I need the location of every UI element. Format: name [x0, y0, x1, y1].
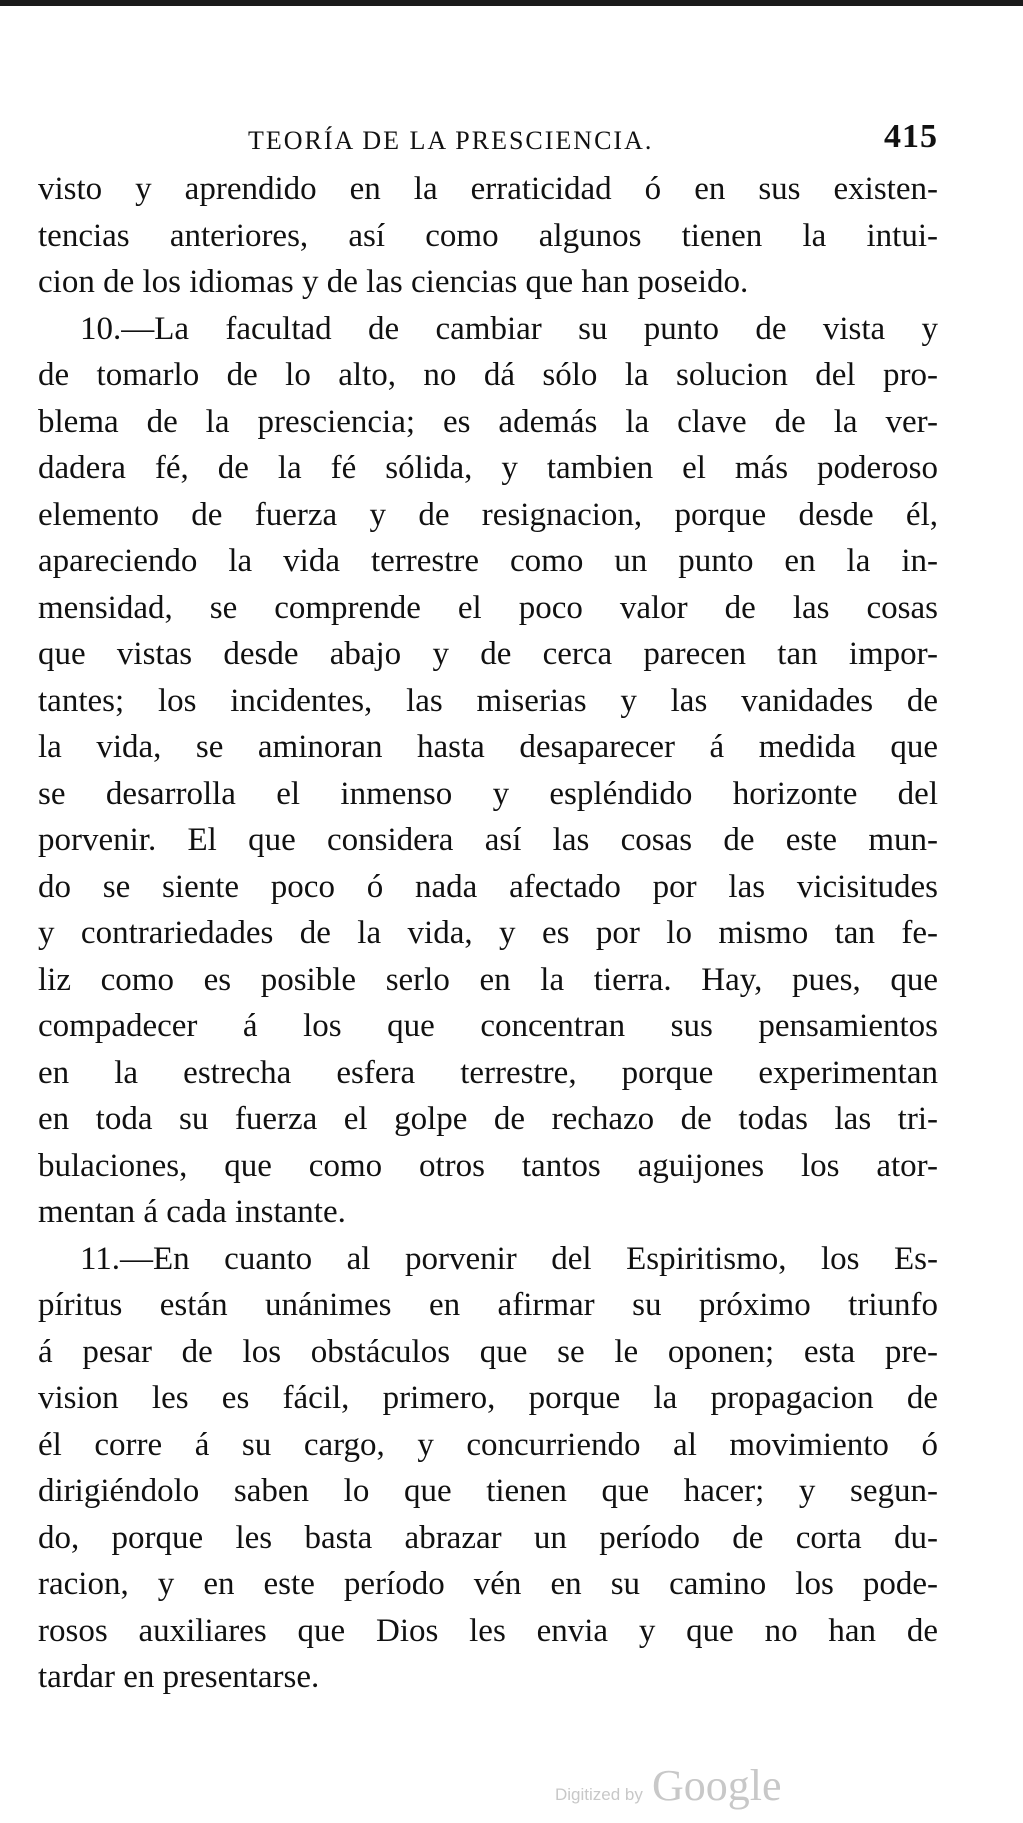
page-number: 415 [884, 118, 938, 155]
text-line: la vida, se aminoran hasta desaparecer á medida que [38, 729, 938, 765]
text-line: compadecer á los que concentran sus pensamientos [38, 1008, 938, 1044]
text-line: en toda su fuerza el golpe de rechazo de todas las tri- [38, 1101, 938, 1137]
text-line: apareciendo la vida terrestre como un punto en la in- [38, 543, 938, 579]
text-line: porvenir. El que considera así las cosas de este mun- [38, 822, 938, 858]
text-line: visto y aprendido en la erraticidad ó en sus existen- [38, 171, 938, 207]
google-logo: Google [651, 1761, 782, 1810]
text-line: rosos auxiliares que Dios les envia y que no han de [38, 1612, 938, 1649]
text-line: de tomarlo de lo alto, no dá sólo la solucion del pro- [38, 357, 938, 393]
text-line: 10.—La facultad de cambiar su punto de vista y [80, 310, 938, 347]
text-line: que vistas desde abajo y de cerca parecen tan impor- [38, 636, 938, 672]
running-title: TEORÍA DE LA PRESCIENCIA. [248, 126, 654, 155]
text-line: bulaciones, que como otros tantos aguijones los ator- [38, 1147, 938, 1184]
text-line: tencias anteriores, así como algunos tienen la intui- [38, 217, 938, 254]
text-line: do, porque les basta abrazar un período de corta du- [38, 1519, 938, 1556]
text-line: dirigiéndolo saben lo que tienen que hacer; y segun- [38, 1473, 938, 1509]
text-line: liz como es posible serlo en la tierra. Hay, pues, que [38, 961, 938, 998]
text-line: dadera fé, de la fé sólida, y tambien el más poderoso [38, 450, 938, 486]
text-line: se desarrolla el inmenso y espléndido horizonte del [38, 775, 938, 812]
text-line: tardar en presentarse. [38, 1659, 320, 1695]
text-line: á pesar de los obstáculos que se le oponen; esta pre- [38, 1333, 938, 1370]
text-line: do se siente poco ó nada afectado por las vicisitudes [38, 868, 938, 905]
text-line: en la estrecha esfera terrestre, porque experimentan [38, 1054, 938, 1091]
running-header [38, 110, 938, 166]
text-line: tantes; los incidentes, las miserias y las vanidades de [38, 682, 938, 719]
text-line: píritus están unánimes en afirmar su próximo triunfo [38, 1287, 938, 1323]
text-line: cion de los idiomas y de las ciencias que han poseido. [38, 264, 749, 300]
book-page [38, 110, 938, 1701]
text-line: 11.—En cuanto al porvenir del Espiritismo, los Es- [80, 1240, 938, 1277]
text-line: mentan á cada instante. [38, 1194, 346, 1230]
text-line: y contrariedades de la vida, y es por lo mismo tan fe- [38, 915, 938, 951]
text-line: blema de la presciencia; es además la clave de la ver- [38, 403, 938, 440]
text-line: mensidad, se comprende el poco valor de las cosas [38, 589, 938, 626]
body-text [38, 166, 938, 1701]
text-line: él corre á su cargo, y concurriendo al movimiento ó [38, 1426, 938, 1463]
digitized-by-watermark [555, 1760, 782, 1811]
text-line: racion, y en este período vén en su camino los pode- [38, 1566, 938, 1602]
top-edge-bar [0, 0, 1023, 6]
text-line: vision les es fácil, primero, porque la propagacion de [38, 1380, 938, 1416]
text-line: elemento de fuerza y de resignacion, porque desde él, [38, 496, 938, 533]
digitized-by-label: Digitized by [555, 1785, 643, 1804]
